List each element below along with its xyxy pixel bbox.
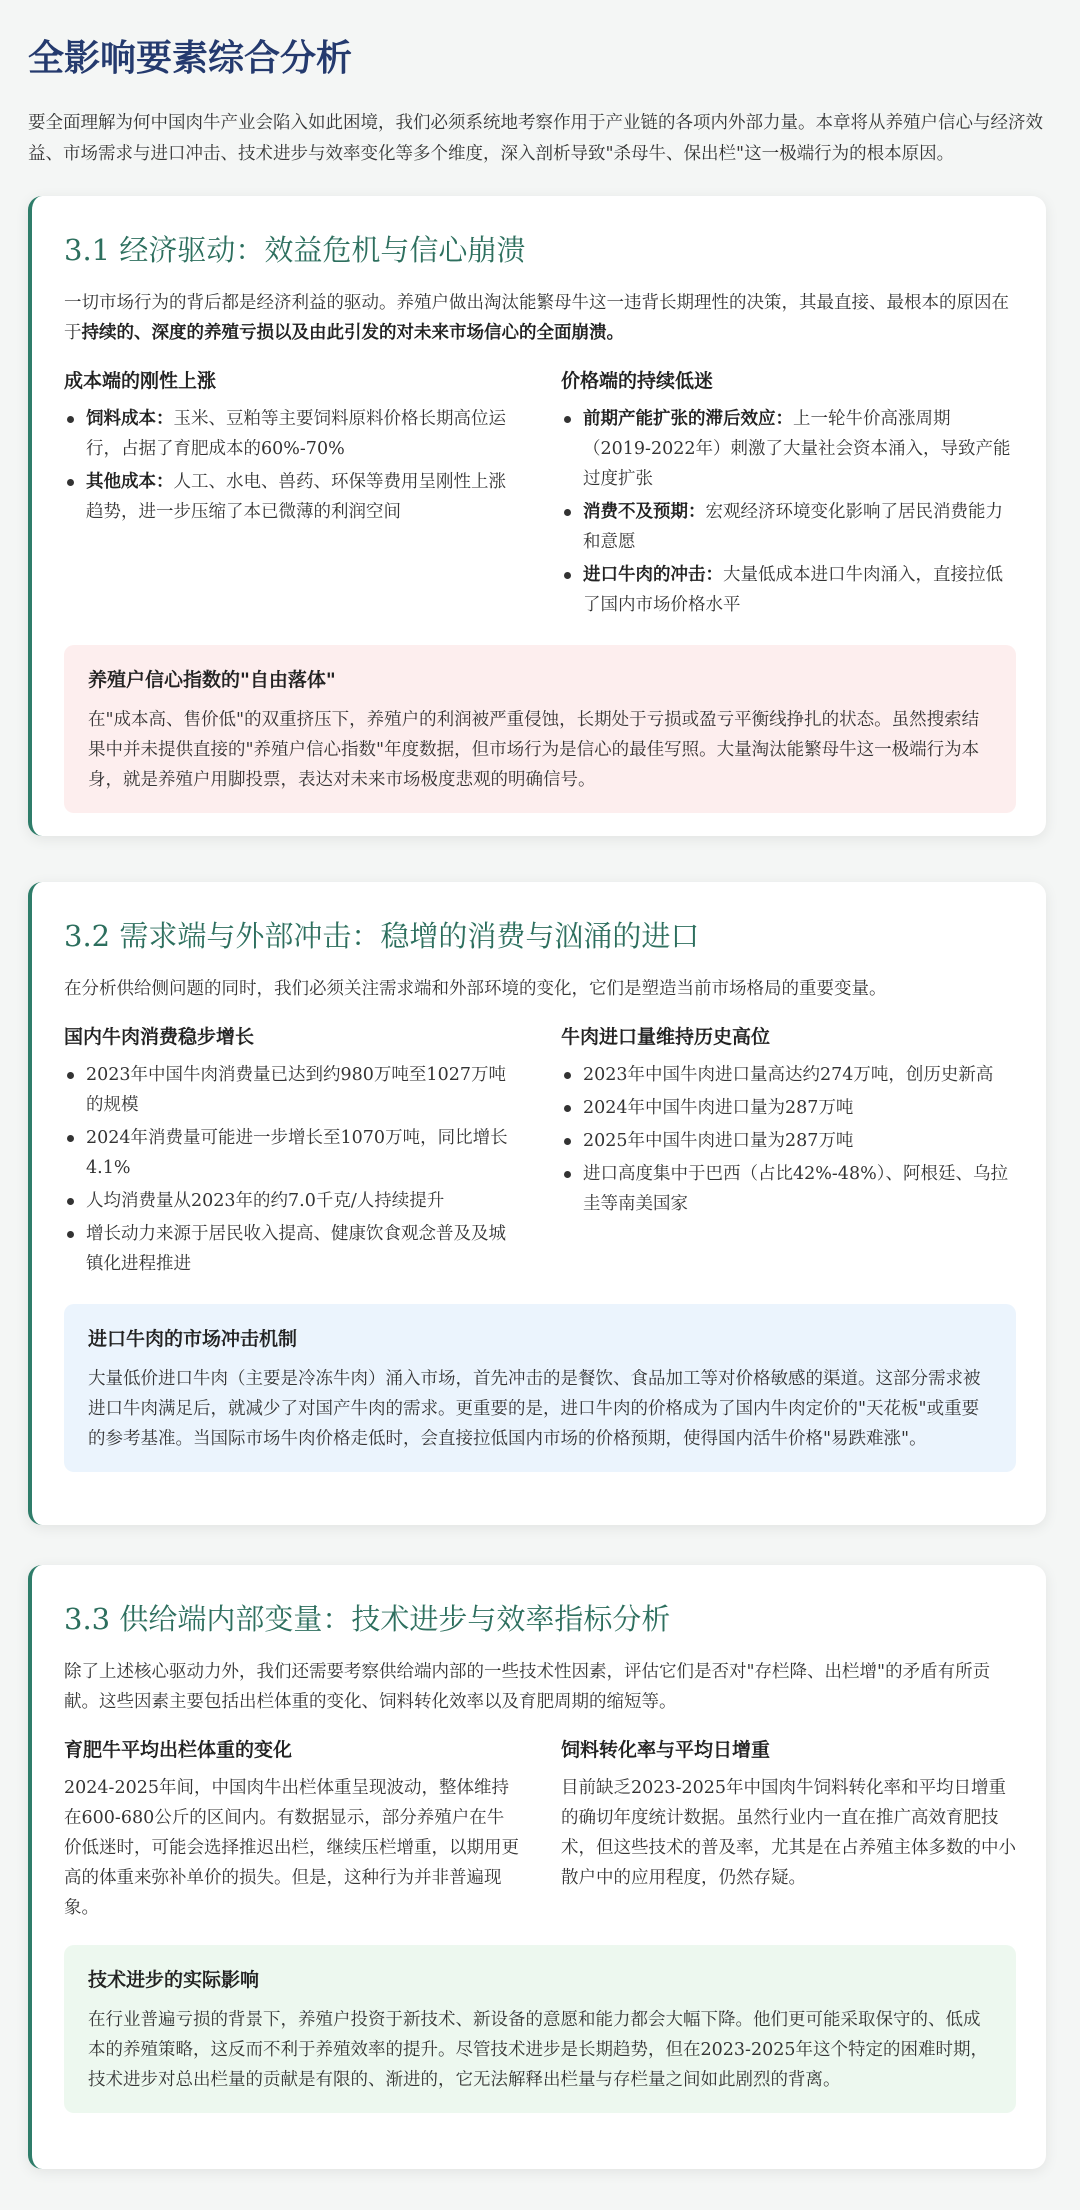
item-text: 大量低成本进口牛肉涌入，直接拉低了国内市场价格水平 bbox=[583, 565, 1003, 615]
column-weight bbox=[64, 1735, 519, 1923]
section-title: 3.1 经济驱动：效益危机与信心崩溃 bbox=[64, 233, 526, 267]
item-text: 上一轮牛价高涨周期（2019-2022年）刺激了大量社会资本涌入，导致产能过度扩张 bbox=[583, 409, 1011, 489]
bullet-dot-icon bbox=[564, 416, 571, 423]
column-title: 价格端的持续低迷 bbox=[561, 370, 714, 392]
column-title: 饲料转化率与平均日增重 bbox=[561, 1739, 771, 1761]
bullet-dot-icon bbox=[564, 1072, 571, 1079]
intro-paragraph: 要全面理解为何中国肉牛产业会陷入如此困境，我们必须系统地考察作用于产业链的各项内外部力量。本章将从养殖户信心与经济效益、市场需求与进口冲击、技术进步与效率变化等多个维度，深入剖析导致"杀母牛、保出栏"这一极端行为的根本原因。 bbox=[28, 113, 1043, 164]
bullet-dot-icon bbox=[564, 509, 571, 516]
item-label: 消费不及预期： bbox=[583, 502, 706, 522]
column-text: 目前缺乏2023-2025年中国肉牛饲料转化率和平均日增重的确切年度统计数据。虽然行业内一直在推广高效育肥技术，但这些技术的普及率，尤其是在占养殖主体多数的中小散户中的应用程度，仍然存疑。 bbox=[561, 1778, 1016, 1888]
bullet-dot-icon bbox=[67, 479, 74, 486]
section-description: 在分析供给侧问题的同时，我们必须关注需求端和外部环境的变化，它们是塑造当前市场格局的重要变量。 bbox=[64, 979, 887, 999]
list-item bbox=[64, 404, 519, 464]
list-item bbox=[64, 1060, 519, 1120]
item-text: 进口高度集中于巴西（占比42%-48%）、阿根廷、乌拉圭等南美国家 bbox=[583, 1164, 1008, 1214]
item-text: 2024年消费量可能进一步增长至1070万吨，同比增长4.1% bbox=[86, 1128, 508, 1178]
item-text: 2023年中国牛肉消费量已达到约980万吨至1027万吨的规模 bbox=[86, 1065, 506, 1115]
list-item bbox=[561, 1060, 1016, 1090]
item-text: 玉米、豆粕等主要饲料原料价格长期高位运行，占据了育肥成本的60%-70% bbox=[86, 409, 506, 459]
desc-emphasis: 持续的、深度的养殖亏损以及由此引发的对未来市场信心的全面崩溃。 bbox=[81, 323, 624, 343]
bullet-list bbox=[561, 404, 1016, 620]
bullet-dot-icon bbox=[67, 1072, 74, 1079]
bullet-list bbox=[561, 1060, 1016, 1219]
column-cost bbox=[64, 366, 519, 623]
two-column-block bbox=[64, 1735, 1016, 1923]
callout-title: 养殖户信心指数的"自由落体" bbox=[88, 669, 336, 691]
callout-confidence bbox=[64, 645, 1016, 813]
column-feed-efficiency bbox=[561, 1735, 1016, 1923]
column-text: 2024-2025年间，中国肉牛出栏体重呈现波动，整体维持在600-680公斤的区间内。有数据显示，部分养殖户在牛价低迷时，可能会选择推迟出栏，继续压栏增重，以期用更高的体重来弥补单价的损失。但是，这种行为并非普遍现象。 bbox=[64, 1778, 519, 1918]
bullet-dot-icon bbox=[67, 416, 74, 423]
item-label: 其他成本： bbox=[86, 472, 174, 492]
bullet-dot-icon bbox=[67, 1231, 74, 1238]
item-text: 2023年中国牛肉进口量高达约274万吨，创历史新高 bbox=[583, 1065, 994, 1085]
section-card-supply bbox=[28, 1565, 1046, 2169]
section-description: 除了上述核心驱动力外，我们还需要考察供给端内部的一些技术性因素，评估它们是否对"存栏降、出栏增"的矛盾有所贡献。这些因素主要包括出栏体重的变化、饲料转化效率以及育肥周期的缩短等。 bbox=[64, 1662, 991, 1712]
item-label: 饲料成本： bbox=[86, 409, 174, 429]
page-title: 全影响要素综合分析 bbox=[28, 37, 353, 79]
callout-title: 技术进步的实际影响 bbox=[88, 1969, 260, 1991]
list-item bbox=[561, 1093, 1016, 1123]
two-column-block bbox=[64, 366, 1016, 623]
item-text: 宏观经济环境变化影响了居民消费能力和意愿 bbox=[583, 502, 1003, 552]
callout-text: 在行业普遍亏损的背景下，养殖户投资于新技术、新设备的意愿和能力都会大幅下降。他们更可能采取保守的、低成本的养殖策略，这反而不利于养殖效率的提升。尽管技术进步是长期趋势，但在2023-2025年这个特定的困难时期，技术进步对总出栏量的贡献是有限的、渐进的，它无法解释出栏量与存栏量之间如此剧烈的背离。 bbox=[88, 2010, 988, 2090]
column-title: 牛肉进口量维持历史高位 bbox=[561, 1026, 771, 1048]
list-item bbox=[64, 467, 519, 527]
section-title: 3.2 需求端与外部冲击：稳增的消费与汹涌的进口 bbox=[64, 919, 700, 953]
callout-import-impact bbox=[64, 1304, 1016, 1472]
section-card-economic bbox=[28, 196, 1046, 836]
callout-tech-impact bbox=[64, 1945, 1016, 2113]
bullet-dot-icon bbox=[67, 1135, 74, 1142]
bullet-dot-icon bbox=[564, 572, 571, 579]
list-item bbox=[64, 1186, 519, 1216]
two-column-block bbox=[64, 1022, 1016, 1282]
bullet-dot-icon bbox=[564, 1171, 571, 1178]
bullet-dot-icon bbox=[67, 1198, 74, 1205]
column-imports bbox=[561, 1022, 1016, 1282]
list-item bbox=[561, 1159, 1016, 1219]
column-consumption bbox=[64, 1022, 519, 1282]
list-item bbox=[561, 497, 1016, 557]
section-title: 3.3 供给端内部变量：技术进步与效率指标分析 bbox=[64, 1602, 671, 1636]
column-title: 国内牛肉消费稳步增长 bbox=[64, 1026, 255, 1048]
list-item bbox=[561, 1126, 1016, 1156]
section-card-demand bbox=[28, 882, 1046, 1525]
list-item bbox=[64, 1219, 519, 1279]
column-title: 成本端的刚性上涨 bbox=[64, 370, 217, 392]
bullet-dot-icon bbox=[564, 1138, 571, 1145]
item-text: 增长动力来源于居民收入提高、健康饮食观念普及及城镇化进程推进 bbox=[86, 1224, 506, 1274]
callout-title: 进口牛肉的市场冲击机制 bbox=[88, 1328, 298, 1350]
bullet-list bbox=[64, 404, 519, 527]
section-description bbox=[64, 288, 1016, 348]
column-price bbox=[561, 366, 1016, 623]
callout-text: 在"成本高、售价低"的双重挤压下，养殖户的利润被严重侵蚀，长期处于亏损或盈亏平衡线挣扎的状态。虽然搜索结果中并未提供直接的"养殖户信心指数"年度数据，但市场行为是信心的最佳写照。大量淘汰能繁母牛这一极端行为本身，就是养殖户用脚投票，表达对未来市场极度悲观的明确信号。 bbox=[88, 710, 980, 790]
bullet-list bbox=[64, 1060, 519, 1279]
item-text: 2024年中国牛肉进口量为287万吨 bbox=[583, 1098, 854, 1118]
bullet-dot-icon bbox=[564, 1105, 571, 1112]
desc-text: 一切市场行为的背后都是经济利益的驱动。养殖户做出淘汰能繁母牛这一违背长期理性的决策，其最直接、最根本的原因在于 bbox=[64, 293, 1009, 343]
item-label: 进口牛肉的冲击： bbox=[583, 565, 723, 585]
item-text: 人工、水电、兽药、环保等费用呈刚性上涨趋势，进一步压缩了本已微薄的利润空间 bbox=[86, 472, 506, 522]
item-text: 人均消费量从2023年的约7.0千克/人持续提升 bbox=[86, 1191, 445, 1211]
list-item bbox=[561, 404, 1016, 494]
list-item bbox=[561, 560, 1016, 620]
item-label: 前期产能扩张的滞后效应： bbox=[583, 409, 793, 429]
column-title: 育肥牛平均出栏体重的变化 bbox=[64, 1739, 293, 1761]
list-item bbox=[64, 1123, 519, 1183]
item-text: 2025年中国牛肉进口量为287万吨 bbox=[583, 1131, 854, 1151]
callout-text: 大量低价进口牛肉（主要是冷冻牛肉）涌入市场，首先冲击的是餐饮、食品加工等对价格敏感的渠道。这部分需求被进口牛肉满足后，就减少了对国产牛肉的需求。更重要的是，进口牛肉的价格成为了国内牛肉定价的"天花板"或重要的参考基准。当国际市场牛肉价格走低时，会直接拉低国内市场的价格预期，使得国内活牛价格"易跌难涨"。 bbox=[88, 1369, 981, 1449]
